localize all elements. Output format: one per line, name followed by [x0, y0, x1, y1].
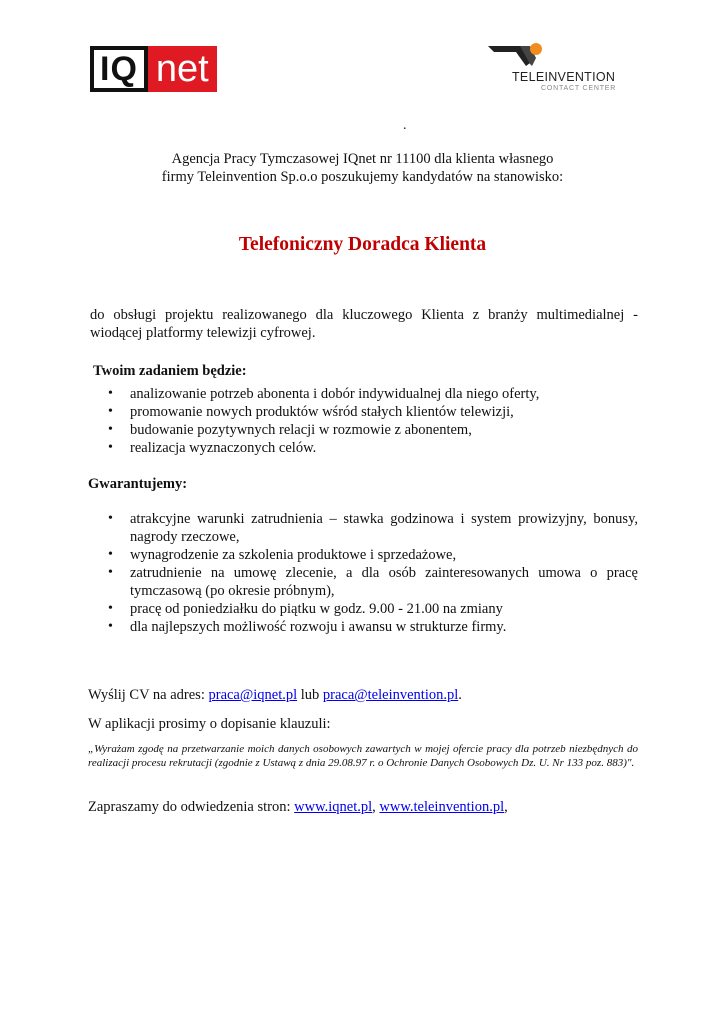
visit-sep: , [372, 799, 380, 815]
list-item: • pracę od poniedziałku do piątku w godz. 9.00 - 21.00 na zmiany [108, 600, 638, 618]
job-title: Telefoniczny Doradca Klienta [238, 234, 487, 255]
list-item: • dla najlepszych możliwość rozwoju i awansu w strukturze firmy. [108, 618, 638, 636]
job-description: do obsługi projektu realizowanego dla kluczowego Klienta z branży multimedialnej - wiodącej platformy telewizji cyfrowej. [90, 307, 638, 341]
teleinvention-subtitle: CONTACT CENTER [541, 85, 617, 92]
cv-middle: lub [297, 687, 323, 703]
iqnet-logo-iq: IQ [90, 46, 148, 92]
list-item: • analizowanie potrzeb abonenta i dobór indywidualnej dla niego oferty, [108, 385, 638, 403]
list-item: • budowanie pozytywnych relacji w rozmowie z abonentem, [108, 421, 638, 439]
visit-line [88, 799, 508, 816]
list-item: • wynagrodzenie za szkolenia produktowe i sprzedażowe, [108, 546, 638, 564]
separator-dot: . [403, 118, 407, 133]
email-link-iqnet[interactable]: praca@iqnet.pl [208, 687, 298, 703]
cv-prefix: Wyślij CV na adres: [88, 687, 209, 703]
guarantees-list [108, 510, 638, 636]
intro-text [90, 150, 635, 186]
tasks-list [108, 385, 638, 457]
cv-line [88, 687, 462, 704]
teleinvention-logo [486, 42, 636, 102]
website-link-iqnet[interactable]: www.iqnet.pl [294, 799, 373, 815]
list-item: • atrakcyjne warunki zatrudnienia – stawka godzinowa i system prowizyjny, bonusy, nagrody rzeczowe, [108, 510, 638, 546]
list-item: • promowanie nowych produktów wśród stałych klientów telewizji, [108, 403, 638, 421]
guarantees-heading: Gwarantujemy: [88, 476, 188, 492]
visit-suffix: , [504, 799, 508, 815]
intro-line-2: firmy Teleinvention Sp.o.o poszukujemy kandydatów na stanowisko: [161, 169, 564, 185]
iqnet-logo-net: net [148, 46, 217, 92]
iqnet-logo [90, 46, 250, 92]
consent-clause: „Wyrażam zgodę na przetwarzanie moich danych osobowych zawartych w mojej ofercie pracy dla potrzeb niezbędnych do realizacji procesu rekrutacji (zgodnie z Ustawą z dnia 29.08.97 r. o Ochronie Danych Osobowych Dz. U. Nr 133 poz. 883)". [88, 743, 638, 769]
list-item: • zatrudnienie na umowę zlecenie, a dla osób zainteresowanych umowa o pracę tymczasową (po okresie próbnym), [108, 564, 638, 600]
clause-request: W aplikacji prosimy o dopisanie klauzuli: [88, 716, 331, 732]
cv-suffix: . [458, 687, 462, 703]
intro-line-1: Agencja Pracy Tymczasowej IQnet nr 11100 dla klienta własnego [171, 151, 554, 167]
list-item: • realizacja wyznaczonych celów. [108, 439, 638, 457]
teleinvention-name: TELEINVENTION [512, 70, 616, 84]
tasks-heading: Twoim zadaniem będzie: [93, 363, 247, 379]
teleinvention-mark-icon [486, 42, 636, 72]
website-link-teleinvention[interactable]: www.teleinvention.pl [379, 799, 505, 815]
email-link-teleinvention[interactable]: praca@teleinvention.pl [322, 687, 459, 703]
visit-prefix: Zapraszamy do odwiedzenia stron: [88, 799, 295, 815]
